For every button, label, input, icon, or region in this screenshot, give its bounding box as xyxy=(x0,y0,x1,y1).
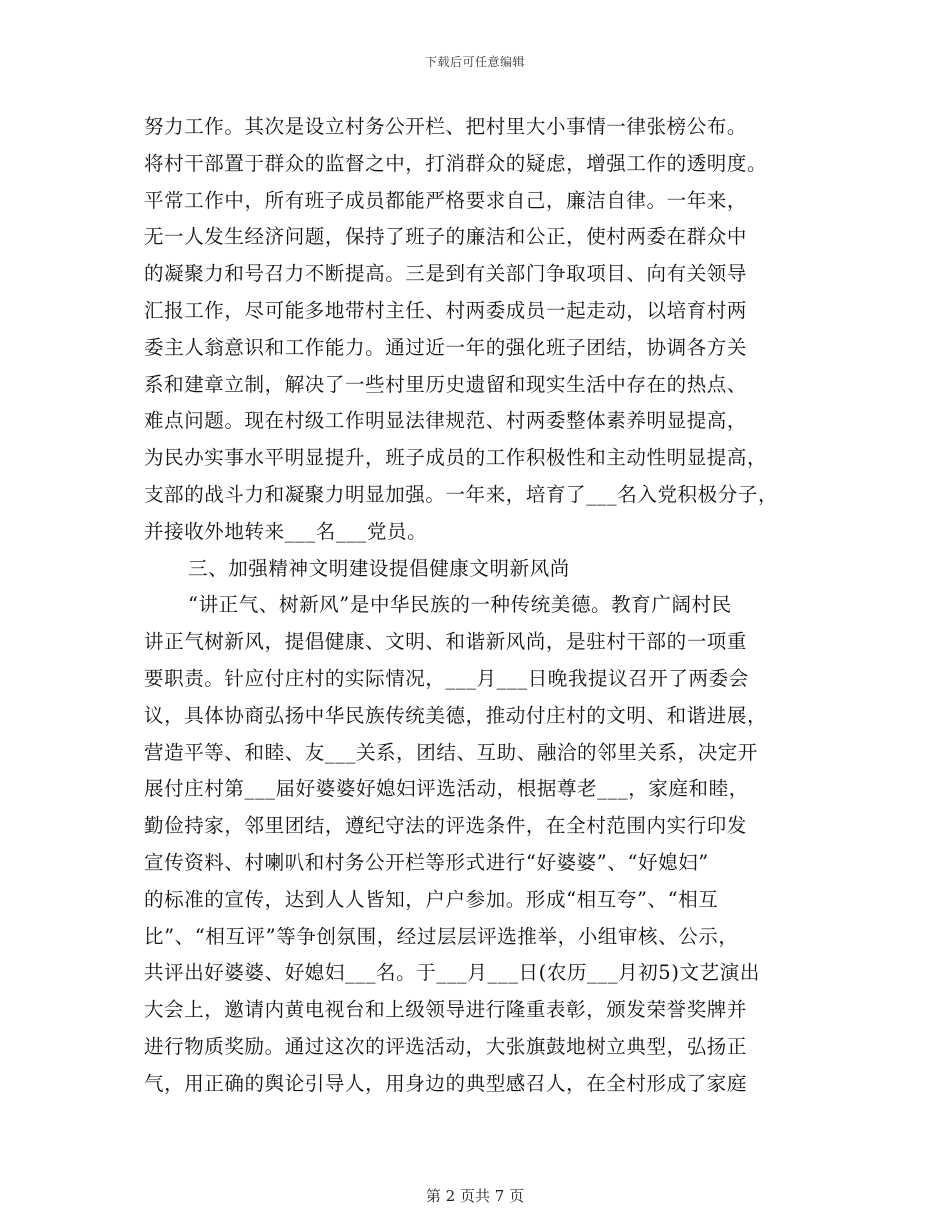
text-line: “讲正气、树新风”是中华民族的一种传统美德。教育广阔村民 xyxy=(188,593,732,617)
text-line: 讲正气树新风，提倡健康、文明、和谐新风尚，是驻村干部的一项重 xyxy=(144,630,748,654)
text-line: 宣传资料、村喇叭和村务公开栏等形式进行“好婆婆”、“好媳妇” xyxy=(144,850,709,874)
section-heading: 三、加强精神文明建设提倡健康文明新风尚 xyxy=(188,556,570,580)
text-line: 支部的战斗力和凝聚力明显加强。一年来，培育了___名入党积极分子， xyxy=(144,482,779,506)
text-line: 要职责。针应付庄村的实际情况，___月___日晚我提议召开了两委会 xyxy=(144,666,749,690)
text-line: 努力工作。其次是设立村务公开栏、把村里大小事情一律张榜公布。 xyxy=(144,115,748,138)
text-line: 将村干部置于群众的监督之中，打消群众的疑虑，增强工作的透明度。 xyxy=(144,151,768,175)
document-body xyxy=(144,109,814,1103)
text-line: 展付庄村第___届好婆婆好媳妇评选活动，根据尊老___，家庭和睦， xyxy=(144,777,749,801)
text-line: 无一人发生经济问题，保持了班子的廉洁和公正，使村两委在群众中 xyxy=(144,225,748,249)
text-line: 的标准的宣传，达到人人皆知，户户参加。形成“相互夸”、“相互 xyxy=(144,887,719,911)
text-line: 营造平等、和睦、友___关系，团结、互助、融洽的邻里关系，决定开 xyxy=(144,740,758,764)
text-line: 共评出好婆婆、好媳妇___名。于___月___日(农历___月初5)文艺演出 xyxy=(144,961,760,985)
text-line: 为民办实事水平明显提升，班子成员的工作积极性和主动性明显提高， xyxy=(144,446,768,470)
page-header-note: 下载后可任意编辑 xyxy=(424,55,525,69)
text-line: 气，用正确的舆论引导人，用身边的典型感召人，在全村形成了家庭 xyxy=(144,1071,748,1095)
text-line: 难点问题。现在村级工作明显法律规范、村两委整体素养明显提高， xyxy=(144,409,748,433)
text-line: 比”、“相互评”等争创氛围，经过层层评选推举，小组审核、公示， xyxy=(144,924,739,948)
text-line: 委主人翁意识和工作能力。通过近一年的强化班子团结，协调各方关 xyxy=(144,335,748,359)
text-line: 并接收外地转来___名___党员。 xyxy=(144,519,428,543)
text-line: 议，具体协商弘扬中华民族传统美德，推动付庄村的文明、和谐进展， xyxy=(144,703,768,727)
text-line: 的凝聚力和号召力不断提高。三是到有关部门争取项目、向有关领导 xyxy=(144,262,748,286)
text-line: 大会上，邀请内黄电视台和上级领导进行隆重表彰，颁发荣誉奖牌并 xyxy=(144,998,748,1022)
text-line: 汇报工作，尽可能多地带村主任、村两委成员一起走动，以培育村两 xyxy=(144,298,748,322)
text-line: 勤俭持家，邻里团结，遵纪守法的评选条件，在全村范围内实行印发 xyxy=(144,814,748,838)
page-number: 第 2 页共 7 页 xyxy=(425,1187,525,1205)
text-line: 平常工作中，所有班子成员都能严格要求自己，廉洁自律。一年来， xyxy=(144,188,748,212)
text-line: 进行物质奖励。通过这次的评选活动，大张旗鼓地树立典型，弘扬正 xyxy=(144,1034,748,1058)
text-line: 系和建章立制，解决了一些村里历史遗留和现实生活中存在的热点、 xyxy=(144,372,748,396)
